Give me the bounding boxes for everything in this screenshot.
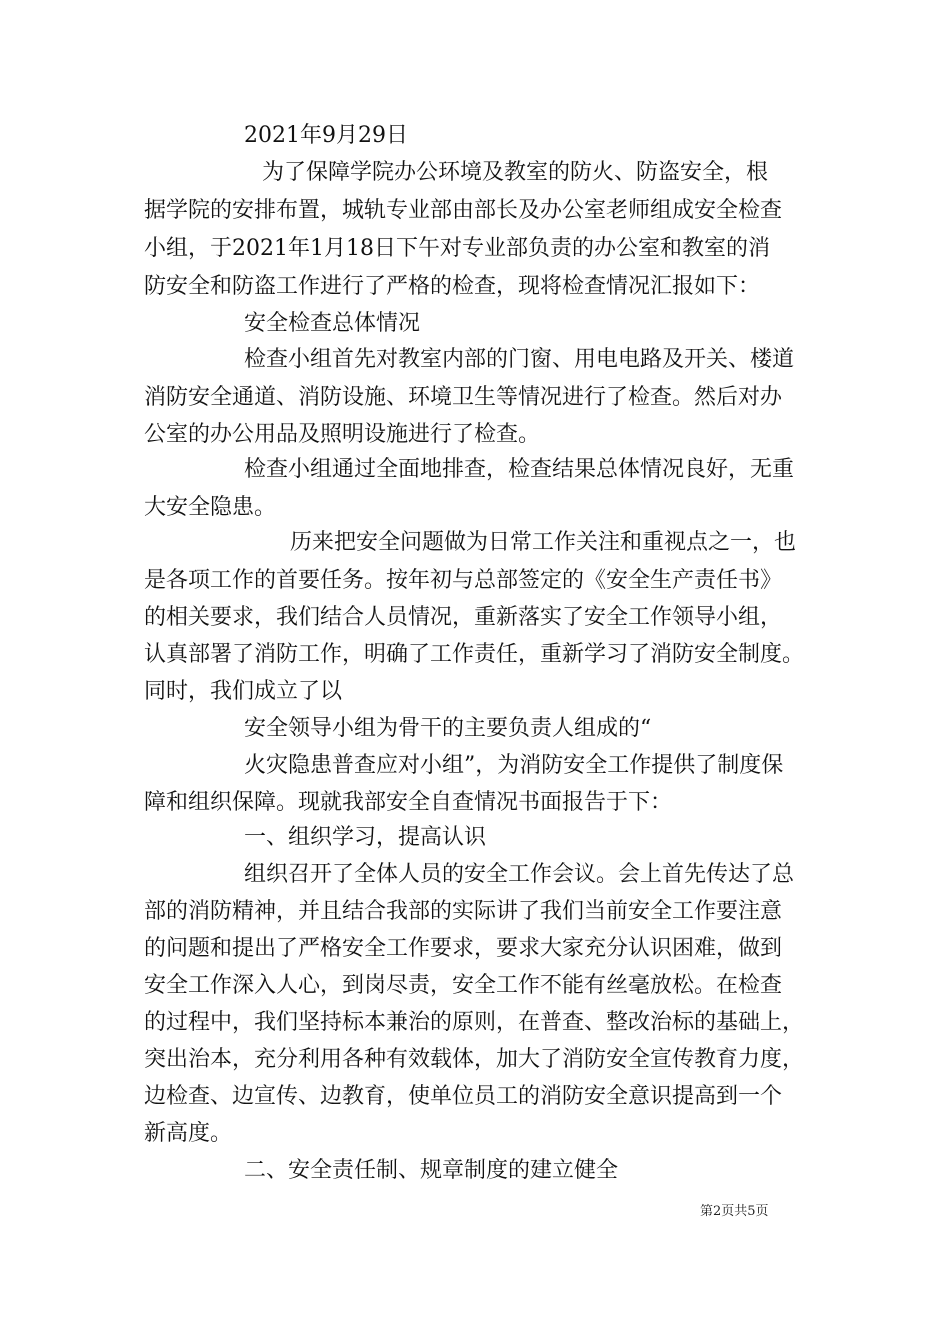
paragraph-line: 边检查、边宣传、边教育，使单位员工的消防安全意识提高到一个	[144, 1084, 783, 1109]
paragraph-line: 防安全和防盗工作进行了严格的检查，现将检查情况汇报如下：	[144, 274, 761, 299]
paragraph-line: 消防安全通道、消防设施、环境卫生等情况进行了检查。然后对办	[144, 385, 783, 410]
paragraph-line: 障和组织保障。现就我部安全自查情况书面报告于下：	[144, 790, 673, 815]
paragraph-line: 同时，我们成立了以	[144, 679, 343, 704]
section-heading: 一、组织学习，提高认识	[244, 825, 487, 850]
paragraph-line: 检查小组首先对教室内部的门窗、用电电路及开关、楼道	[244, 347, 795, 372]
paragraph-line: 检查小组通过全面地排查，检查结果总体情况良好，无重	[244, 457, 795, 482]
section-heading: 安全检查总体情况	[244, 311, 421, 336]
paragraph-line: 的问题和提出了严格安全工作要求，要求大家充分认识困难，做到	[144, 936, 783, 961]
section-heading: 二、安全责任制、规章制度的建立健全	[244, 1158, 619, 1183]
paragraph-line: 安全领导小组为骨干的主要负责人组成的“	[244, 716, 652, 741]
paragraph-line: 小组，于2021年1月18日下午对专业部负责的办公室和教室的消	[144, 236, 770, 261]
paragraph-line: 公室的办公用品及照明设施进行了检查。	[144, 422, 541, 447]
paragraph-line: 是各项工作的首要任务。按年初与总部签定的《安全生产责任书》	[144, 568, 783, 593]
paragraph-line: 火灾隐患普查应对小组”，为消防安全工作提供了制度保	[244, 753, 784, 778]
paragraph-line: 为了保障学院办公环境及教室的防火、防盗安全，根	[262, 160, 769, 185]
paragraph-line: 认真部署了消防工作，明确了工作责任，重新学习了消防安全制度。	[144, 642, 805, 667]
paragraph-line: 历来把安全问题做为日常工作关注和重视点之一，也	[290, 530, 797, 555]
date-line: 2021年9月29日	[244, 123, 408, 148]
page-number-footer: 第2页共5页	[700, 1204, 769, 1219]
paragraph-line: 突出治本，充分利用各种有效载体，加大了消防安全宣传教育力度，	[144, 1047, 805, 1072]
paragraph-line: 安全工作深入人心，到岗尽责，安全工作不能有丝毫放松。在检查	[144, 973, 783, 998]
paragraph-line: 部的消防精神，并且结合我部的实际讲了我们当前安全工作要注意	[144, 899, 783, 924]
paragraph-line: 新高度。	[144, 1121, 233, 1146]
paragraph-line: 大安全隐患。	[144, 495, 277, 520]
paragraph-line: 组织召开了全体人员的安全工作会议。会上首先传达了总	[244, 862, 795, 887]
paragraph-line: 据学院的安排布置，城轨专业部由部长及办公室老师组成安全检查	[144, 198, 783, 223]
paragraph-line: 的相关要求，我们结合人员情况，重新落实了安全工作领导小组，	[144, 605, 783, 630]
paragraph-line: 的过程中，我们坚持标本兼治的原则，在普查、整改治标的基础上，	[144, 1010, 805, 1035]
